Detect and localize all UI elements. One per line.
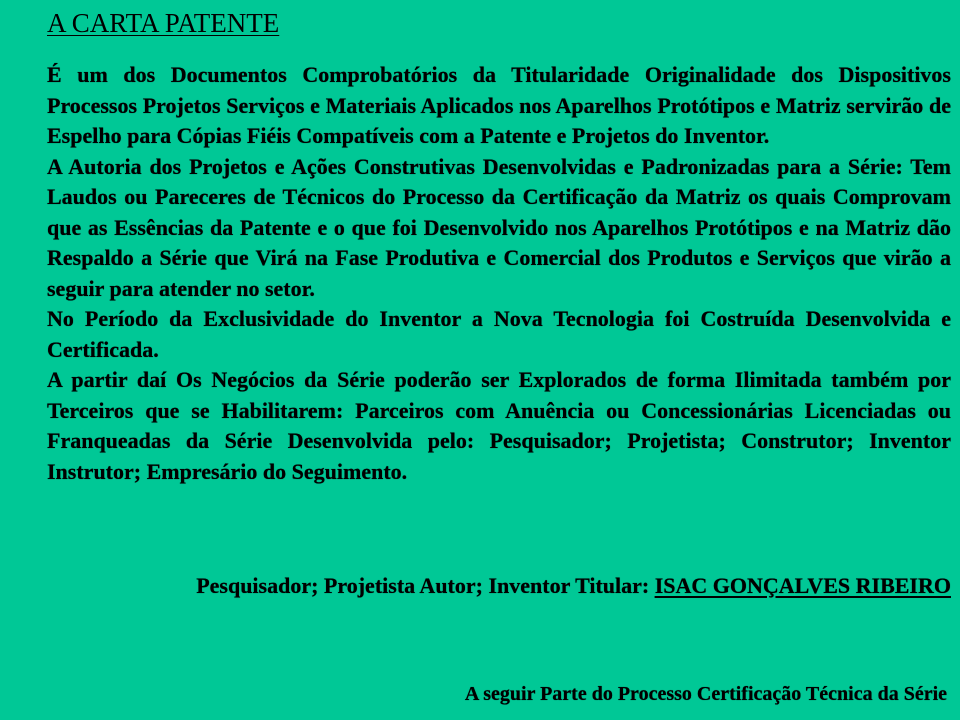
body-text xyxy=(47,60,951,487)
signature-name: ISAC GONÇALVES RIBEIRO xyxy=(654,573,951,598)
footer-note: A seguir Parte do Processo Certificação Técnica da Série xyxy=(464,683,947,705)
paragraph-4: A partir daí Os Negócios da Série poderão ser Explorados de forma Ilimitada também por Terceiros que se Habilitarem: Parceiros com Anuência ou Concessionárias Licenciadas ou Franqueadas da Série Desenvolvida pelo: Pesquisador; Projetista; Construtor; Inventor Instrutor; Empresário do Seguimento. xyxy=(47,367,951,484)
paragraph-3: No Período da Exclusividade do Inventor a Nova Tecnologia foi Costruída Desenvolvida e Certificada. xyxy=(47,306,951,362)
paragraph-2: A Autoria dos Projetos e Ações Construtivas Desenvolvidas e Padronizadas para a Série: Tem Laudos ou Pareceres de Técnicos do Processo da Certificação da Matriz os quais Comprovam que as Essências da Patente e o que foi Desenvolvido nos Aparelhos Protótipos e na Matriz dão Respaldo a Série que Virá na Fase Produtiva e Comercial dos Produtos e Serviços que virão a seguir para atender no setor. xyxy=(47,153,951,301)
signature-line xyxy=(47,573,951,599)
page-title: A CARTA PATENTE xyxy=(47,8,280,38)
paragraph-1: É um dos Documentos Comprobatórios da Titularidade Originalidade dos Dispositivos Processos Projetos Serviços e Materiais Aplicados nos Aparelhos Protótipos e Matriz servirão de Espelho para Cópias Fiéis Compatíveis com a Patente e Projetos do Inventor. xyxy=(47,62,951,148)
signature-label: Pesquisador; Projetista Autor; Inventor Titular: xyxy=(196,573,655,598)
